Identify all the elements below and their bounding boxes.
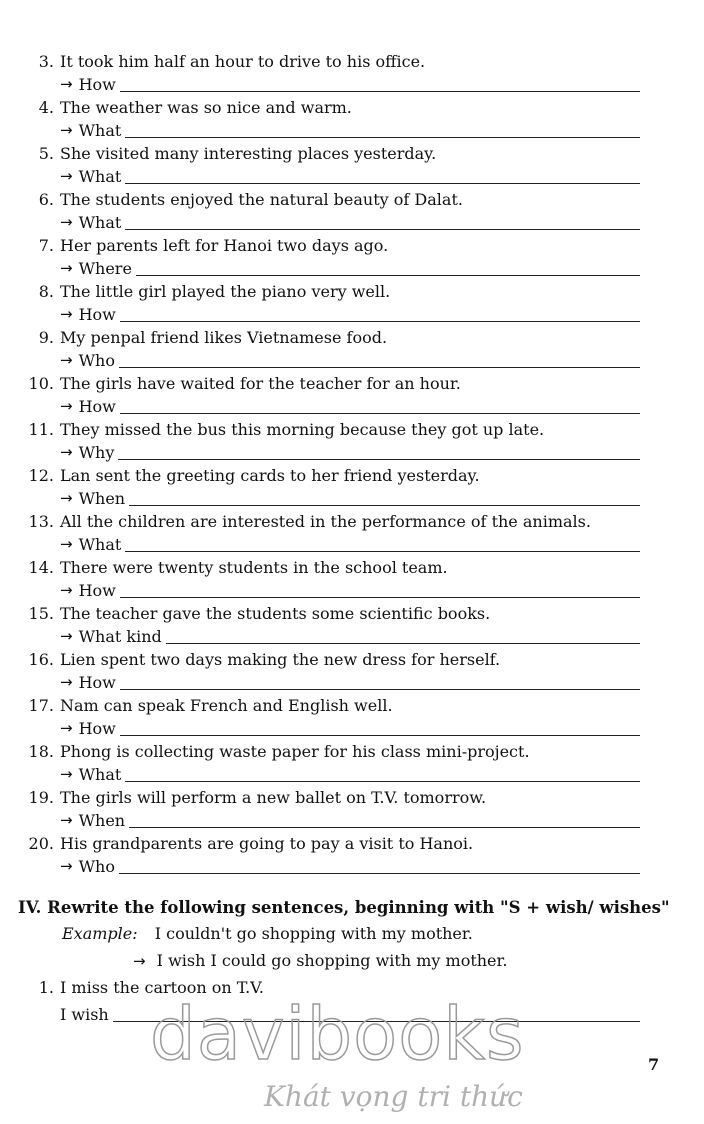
arrow-icon: → (60, 213, 73, 231)
item-prompt: When (78, 811, 126, 830)
arrow-icon: → (60, 351, 73, 369)
answer-line[interactable] (120, 77, 640, 92)
arrow-icon: → (60, 811, 73, 829)
watermark-brand: davibooks (150, 992, 525, 1076)
item-sentence: Phong is collecting waste paper for his class mini-project. (60, 742, 530, 761)
item-sentence: The little girl played the piano very well. (60, 282, 391, 301)
exercise-item (20, 648, 640, 694)
item-prompt: Where (78, 259, 132, 278)
item-sentence: She visited many interesting places yesterday. (60, 144, 437, 163)
exercise-item (20, 280, 640, 326)
item-sentence: The girls have waited for the teacher for an hour. (60, 374, 461, 393)
answer-line[interactable] (120, 399, 640, 414)
item-sentence: I miss the cartoon on T.V. (60, 978, 264, 997)
item-prompt: How (78, 75, 116, 94)
item-sentence: The weather was so nice and warm. (60, 98, 352, 117)
example-sentence: I couldn't go shopping with my mother. (154, 924, 473, 943)
arrow-icon: → (60, 75, 73, 93)
arrow-icon: → (60, 719, 73, 737)
exercise-item (20, 694, 640, 740)
item-number: 20. (28, 834, 54, 853)
answer-line[interactable] (125, 215, 640, 230)
item-prompt: What kind (78, 627, 162, 646)
item-number: 12. (28, 466, 54, 485)
page-number: 7 (648, 1055, 660, 1074)
exercise-item (20, 96, 640, 142)
item-prompt: When (78, 489, 126, 508)
exercise-item (20, 326, 640, 372)
item-sentence: His grandparents are going to pay a visit to Hanoi. (60, 834, 474, 853)
item-sentence: The students enjoyed the natural beauty of Dalat. (60, 190, 463, 209)
item-number: 19. (28, 788, 54, 807)
example (62, 924, 473, 943)
answer-line[interactable] (136, 261, 640, 276)
item-sentence: Her parents left for Hanoi two days ago. (60, 236, 389, 255)
item-prompt: Why (78, 443, 115, 462)
item-prompt: What (78, 213, 122, 232)
example-label: Example: (62, 924, 138, 943)
answer-line[interactable] (120, 307, 640, 322)
item-number: 3. (38, 52, 54, 71)
example-answer-row (133, 951, 508, 970)
item-number: 18. (28, 742, 54, 761)
arrow-icon: → (60, 443, 73, 461)
answer-line[interactable] (120, 583, 640, 598)
answer-line[interactable] (125, 767, 640, 782)
answer-line[interactable] (119, 353, 640, 368)
item-number: 15. (28, 604, 54, 623)
item-prompt: I wish (60, 1005, 109, 1024)
arrow-icon: → (60, 857, 73, 875)
item-number: 8. (38, 282, 54, 301)
item-number: 1. (38, 978, 54, 997)
item-prompt: How (78, 581, 116, 600)
item-number: 10. (28, 374, 54, 393)
item-sentence: They missed the bus this morning because they got up late. (60, 420, 545, 439)
item-number: 5. (38, 144, 54, 163)
item-prompt: Who (78, 351, 115, 370)
item-sentence: Nam can speak French and English well. (60, 696, 393, 715)
item-sentence: My penpal friend likes Vietnamese food. (60, 328, 388, 347)
answer-line[interactable] (166, 629, 640, 644)
answer-line[interactable] (125, 537, 640, 552)
answer-line[interactable] (119, 859, 640, 874)
answer-line[interactable] (120, 675, 640, 690)
item-number: 11. (28, 420, 54, 439)
item-sentence: All the children are interested in the performance of the animals. (60, 512, 591, 531)
item-prompt: What (78, 535, 122, 554)
item-prompt: Who (78, 857, 115, 876)
exercise-item (20, 234, 640, 280)
exercise-item (20, 786, 640, 832)
arrow-icon: → (133, 952, 146, 970)
item-sentence: There were twenty students in the school team. (60, 558, 448, 577)
exercise-item (20, 832, 640, 878)
answer-line[interactable] (120, 721, 640, 736)
answer-line[interactable] (118, 445, 640, 460)
item-sentence: The teacher gave the students some scientific books. (60, 604, 491, 623)
answer-line[interactable] (125, 169, 640, 184)
exercise-item (20, 510, 640, 556)
exercise-item (20, 142, 640, 188)
exercise-item (20, 50, 640, 96)
arrow-icon: → (60, 581, 73, 599)
exercise-item (20, 602, 640, 648)
answer-line[interactable] (125, 123, 640, 138)
arrow-icon: → (60, 121, 73, 139)
item-number: 7. (38, 236, 54, 255)
exercise-item (20, 188, 640, 234)
exercise-item (20, 740, 640, 786)
item-prompt: How (78, 673, 116, 692)
exercise-item (20, 556, 640, 602)
item-number: 4. (38, 98, 54, 117)
item-prompt: How (78, 719, 116, 738)
watermark-slogan: Khát vọng tri thức (264, 1080, 523, 1113)
item-sentence: The girls will perform a new ballet on T.V. tomorrow. (60, 788, 487, 807)
item-prompt: What (78, 765, 122, 784)
exercise-item (20, 372, 640, 418)
arrow-icon: → (60, 397, 73, 415)
section-title: IV. Rewrite the following sentences, beginning with "S + wish/ wishes" (18, 898, 670, 917)
item-number: 6. (38, 190, 54, 209)
arrow-icon: → (60, 259, 73, 277)
item-sentence: It took him half an hour to drive to his office. (60, 52, 426, 71)
item-number: 14. (28, 558, 54, 577)
item-prompt: How (78, 305, 116, 324)
answer-line[interactable] (129, 491, 640, 506)
item-prompt: What (78, 121, 122, 140)
item-prompt: How (78, 397, 116, 416)
answer-line[interactable] (129, 813, 640, 828)
item-number: 16. (28, 650, 54, 669)
item-prompt: What (78, 167, 122, 186)
exercise-item (20, 418, 640, 464)
item-sentence: Lien spent two days making the new dress for herself. (60, 650, 501, 669)
arrow-icon: → (60, 167, 73, 185)
item-number: 17. (28, 696, 54, 715)
item-number: 9. (38, 328, 54, 347)
arrow-icon: → (60, 765, 73, 783)
exercise-item (20, 464, 640, 510)
item-number: 13. (28, 512, 54, 531)
arrow-icon: → (60, 535, 73, 553)
example-answer: I wish I could go shopping with my mother. (156, 951, 508, 970)
item-sentence: Lan sent the greeting cards to her friend yesterday. (60, 466, 480, 485)
arrow-icon: → (60, 489, 73, 507)
arrow-icon: → (60, 627, 73, 645)
arrow-icon: → (60, 673, 73, 691)
arrow-icon: → (60, 305, 73, 323)
